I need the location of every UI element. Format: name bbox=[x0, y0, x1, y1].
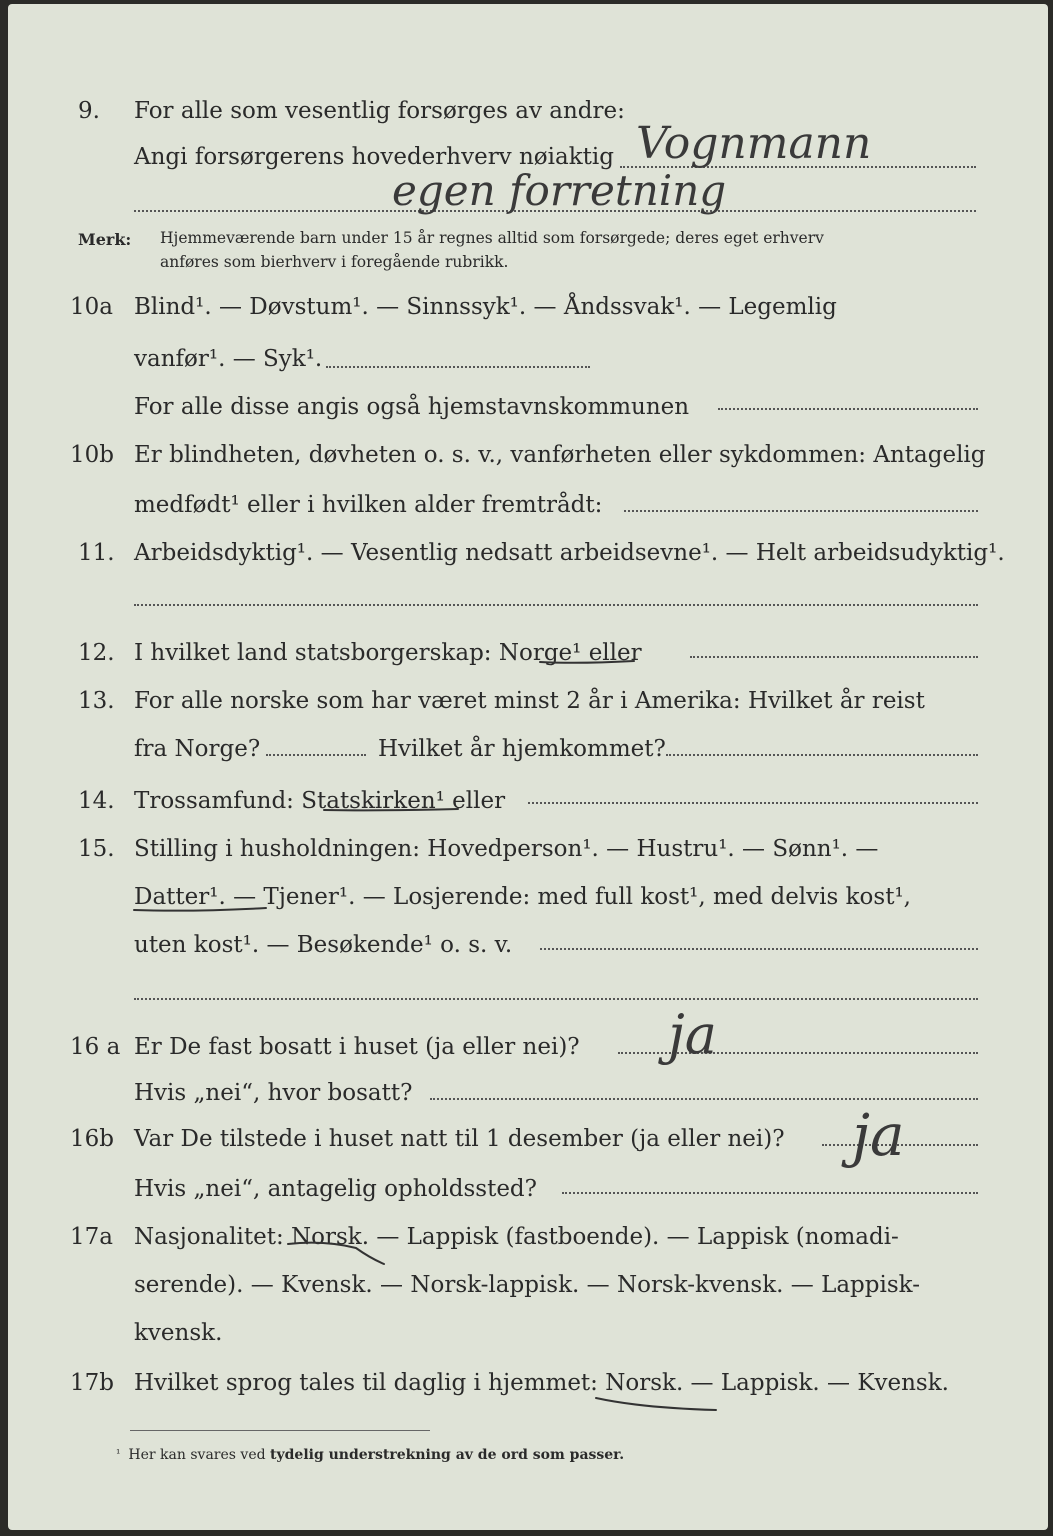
q14-line1: Trossamfund: Statskirken¹ eller bbox=[134, 788, 506, 814]
q13-line1: For alle norske som har været minst 2 år i Amerika: Hvilket år reist bbox=[134, 688, 925, 714]
q10b-number: 10b bbox=[70, 442, 114, 468]
q17a-line2: serende). — Kvensk. — Norsk-lappisk. — Norsk-kvensk. — Lappisk- bbox=[134, 1272, 920, 1298]
footnote bbox=[116, 1448, 624, 1462]
q16b-line1: Var De tilstede i huset natt til 1 desember (ja eller nei)? bbox=[134, 1126, 785, 1152]
q16b-handwritten-answer: ja bbox=[852, 1101, 905, 1169]
q11-number: 11. bbox=[78, 540, 115, 566]
q15-number: 15. bbox=[78, 836, 115, 862]
q17a-line1: Nasjonalitet: Norsk. — Lappisk (fastboende). — Lappisk (nomadi- bbox=[134, 1224, 899, 1250]
q13-year-returned-line bbox=[666, 754, 978, 756]
q12-line1: I hvilket land statsborgerskap: Norge¹ eller bbox=[134, 640, 642, 666]
q9-line2: Angi forsørgerens hovederhverv nøiaktig bbox=[134, 144, 614, 170]
q14-statskirken-underline bbox=[322, 804, 462, 816]
q10a-syk-line bbox=[326, 366, 590, 368]
q11-line1: Arbeidsdyktig¹. — Vesentlig nedsatt arbeidsevne¹. — Helt arbeidsudyktig¹. bbox=[134, 540, 1005, 566]
q16b-line2: Hvis „nei“, antagelig opholdssted? bbox=[134, 1176, 537, 1202]
q14-answer-line bbox=[528, 802, 978, 804]
footnote-rule bbox=[130, 1430, 430, 1431]
q9-handwritten-detail: egen forretning bbox=[392, 166, 727, 215]
q16a-line2: Hvis „nei“, hvor bosatt? bbox=[134, 1080, 413, 1106]
q12-number: 12. bbox=[78, 640, 115, 666]
q17b-number: 17b bbox=[70, 1370, 114, 1396]
q11-answer-line bbox=[134, 604, 978, 606]
q17b-line1: Hvilket sprog tales til daglig i hjemmet: Norsk. — Lappisk. — Kvensk. bbox=[134, 1370, 949, 1396]
q9-handwritten-occupation: Vognmann bbox=[636, 118, 872, 169]
q9-line1: For alle som vesentlig forsørges av andre: bbox=[134, 98, 625, 124]
q16b-stay-line bbox=[562, 1192, 978, 1194]
q15-answer-line bbox=[540, 948, 978, 950]
q10a-home-municipality-line bbox=[718, 408, 978, 410]
q15-line3: uten kost¹. — Besøkende¹ o. s. v. bbox=[134, 932, 513, 958]
q9-number: 9. bbox=[78, 98, 100, 124]
q16a-residence-line bbox=[430, 1098, 978, 1100]
q17a-norsk-underline bbox=[284, 1238, 394, 1274]
q17a-number: 17a bbox=[70, 1224, 113, 1250]
q16b-number: 16b bbox=[70, 1126, 114, 1152]
q16a-line1: Er De fast bosatt i huset (ja eller nei)? bbox=[134, 1034, 580, 1060]
q16a-number: 16 a bbox=[70, 1034, 121, 1060]
q15-line2: Datter¹. — Tjener¹. — Losjerende: med full kost¹, med delvis kost¹, bbox=[134, 884, 911, 910]
q13-line2a: fra Norge? bbox=[134, 736, 261, 762]
q13-number: 13. bbox=[78, 688, 115, 714]
q13-year-left-line bbox=[266, 754, 366, 756]
footnote-text-bold: tydelig understrekning av de ord som passer. bbox=[270, 1447, 625, 1463]
q15-line1: Stilling i husholdningen: Hovedperson¹. — Hustru¹. — Sønn¹. — bbox=[134, 836, 879, 862]
q10a-line2: vanfør¹. — Syk¹. bbox=[134, 346, 323, 372]
q15-extra-line bbox=[134, 998, 978, 1000]
q10b-line1: Er blindheten, døvheten o. s. v., vanførheten eller sykdommen: Antagelig bbox=[134, 442, 986, 468]
q17b-norsk-underline bbox=[592, 1392, 722, 1416]
q10a-line1: Blind¹. — Døvstum¹. — Sinnssyk¹. — Åndssvak¹. — Legemlig bbox=[134, 294, 837, 320]
merk-label: Merk: bbox=[78, 230, 132, 249]
q12-norge-underline bbox=[538, 656, 638, 668]
q17a-line3: kvensk. bbox=[134, 1320, 223, 1346]
q14-number: 14. bbox=[78, 788, 115, 814]
q10b-answer-line bbox=[624, 510, 978, 512]
footnote-mark: ¹ bbox=[116, 1447, 121, 1460]
q16a-handwritten-answer: ja bbox=[668, 1003, 717, 1066]
merk-line1: Hjemmeværende barn under 15 år regnes alltid som forsørgede; deres eget erhverv bbox=[160, 229, 824, 247]
q12-answer-line bbox=[690, 656, 978, 658]
q13-line2b: Hvilket år hjemkommet? bbox=[378, 736, 666, 762]
q10b-line2: medfødt¹ eller i hvilken alder fremtrådt: bbox=[134, 492, 603, 518]
footnote-text-plain: Her kan svares ved bbox=[128, 1447, 271, 1463]
q10a-number: 10a bbox=[70, 294, 113, 320]
q10a-line3: For alle disse angis også hjemstavnskommunen bbox=[134, 394, 690, 420]
merk-line2: anføres som bierhverv i foregående rubrikk. bbox=[160, 253, 509, 271]
q15-datter-underline bbox=[132, 902, 272, 916]
